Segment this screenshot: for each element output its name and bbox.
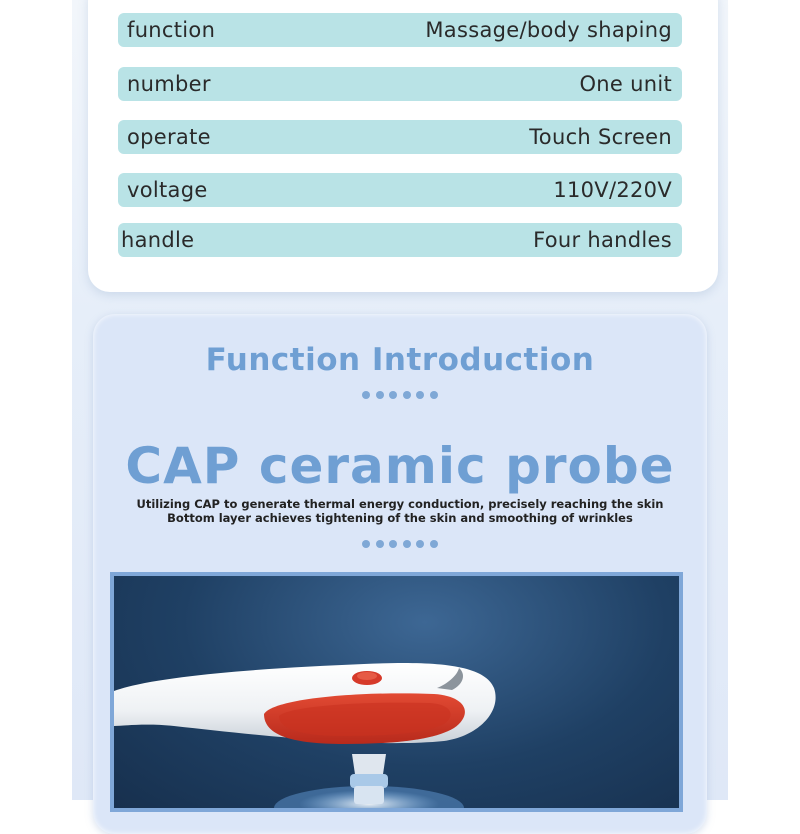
dot: [376, 540, 384, 548]
product-photo-frame: [110, 572, 683, 812]
spec-row-function: [118, 13, 682, 47]
section-title: Function Introduction: [205, 342, 595, 378]
feature-description-line-1: Utilizing CAP to generate thermal energy conduction, precisely reaching the skin: [136, 497, 664, 511]
dot: [389, 391, 397, 399]
feature-headline: CAP ceramic probe: [125, 437, 675, 495]
spec-value: 110V/220V: [553, 178, 672, 202]
spec-label: number: [127, 72, 211, 96]
dot: [416, 391, 424, 399]
dot: [416, 540, 424, 548]
spec-value: Four handles: [533, 228, 672, 252]
spec-label: operate: [127, 125, 211, 149]
spec-row-operate: [118, 120, 682, 154]
spec-row-number: [118, 67, 682, 101]
ceramic-probe-handle-image: [114, 576, 679, 808]
product-photo: [114, 576, 679, 808]
dots-divider: [362, 540, 438, 550]
spec-value: One unit: [579, 72, 672, 96]
spec-label: voltage: [127, 178, 208, 202]
dot: [403, 540, 411, 548]
spec-label: handle: [121, 228, 195, 252]
dot: [430, 540, 438, 548]
spec-row-handle: [118, 223, 682, 257]
spec-label: function: [127, 18, 216, 42]
dot: [376, 391, 384, 399]
feature-description-line-2: Bottom layer achieves tightening of the skin and smoothing of wrinkles: [167, 511, 633, 525]
dots-divider: [362, 391, 438, 401]
dot: [362, 540, 370, 548]
dot: [403, 391, 411, 399]
dot: [430, 391, 438, 399]
spec-value: Massage/body shaping: [425, 18, 672, 42]
spec-value: Touch Screen: [529, 125, 672, 149]
dot: [362, 391, 370, 399]
spec-row-voltage: [118, 173, 682, 207]
dot: [389, 540, 397, 548]
